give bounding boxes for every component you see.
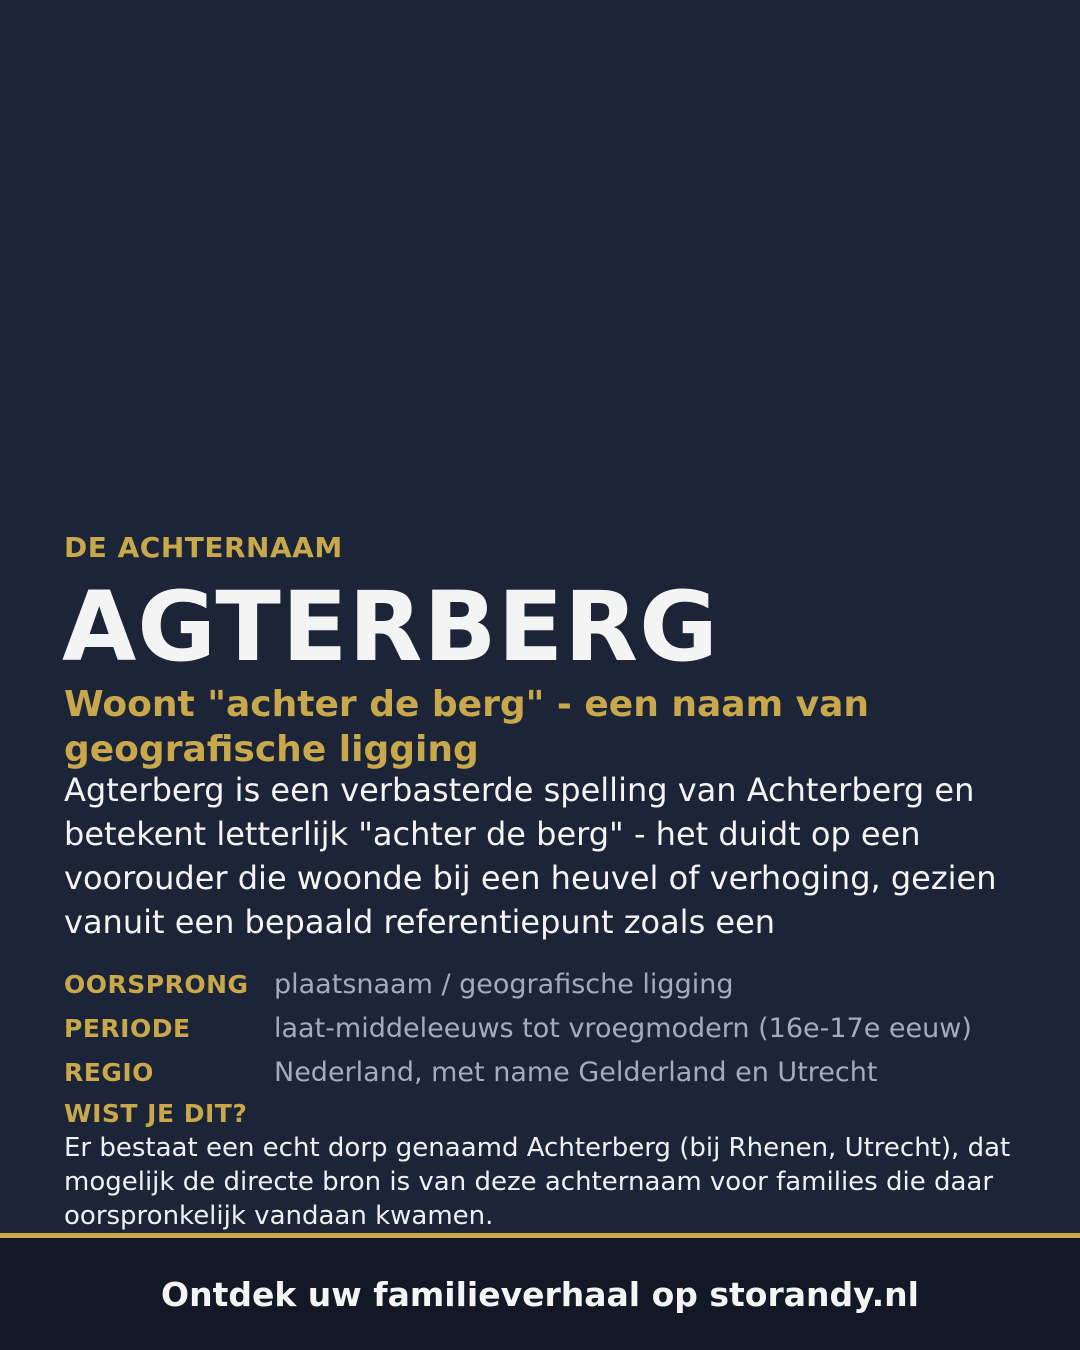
fact-row-period [64,1006,1034,1050]
eyebrow-label: DE ACHTERNAAM [64,531,343,564]
fact-value: plaatsnaam / geografische ligging [274,968,734,1000]
footer-cta-text: Ontdek uw familieverhaal op storandy.nl [161,1274,919,1314]
fact-value: Nederland, met name Gelderland en Utrecht [274,1056,878,1088]
facts-list [64,962,1034,1094]
surname-description: Agterberg is een verbasterde spelling van Achterberg en betekent letterlijk "achter de berg" - het duidt op een voorouder die woonde bij een heuvel of verhoging, gezien vanuit een bepaald referentiepunt zoals een [64,771,997,941]
fact-label: OORSPRONG [64,969,249,999]
fact-value: laat-middeleeuws tot vroegmodern (16e-17e eeuw) [274,1012,972,1044]
footer-banner [0,1233,1080,1350]
did-you-know-text: Er bestaat een echt dorp genaamd Achterberg (bij Rhenen, Utrecht), dat mogelijk de directe bron is van deze achternaam voor families die daar oorspronkelijk vandaan kwamen. [64,1133,1011,1231]
fact-row-origin [64,962,1034,1006]
did-you-know-label: WIST JE DIT? [64,1099,248,1128]
surname-title: AGTERBERG [62,571,719,683]
fact-label: PERIODE [64,1013,191,1043]
fact-row-region [64,1050,1034,1094]
surname-meaning: Woont "achter de berg" - een naam van geografische ligging [64,684,870,770]
fact-label: REGIO [64,1057,154,1087]
